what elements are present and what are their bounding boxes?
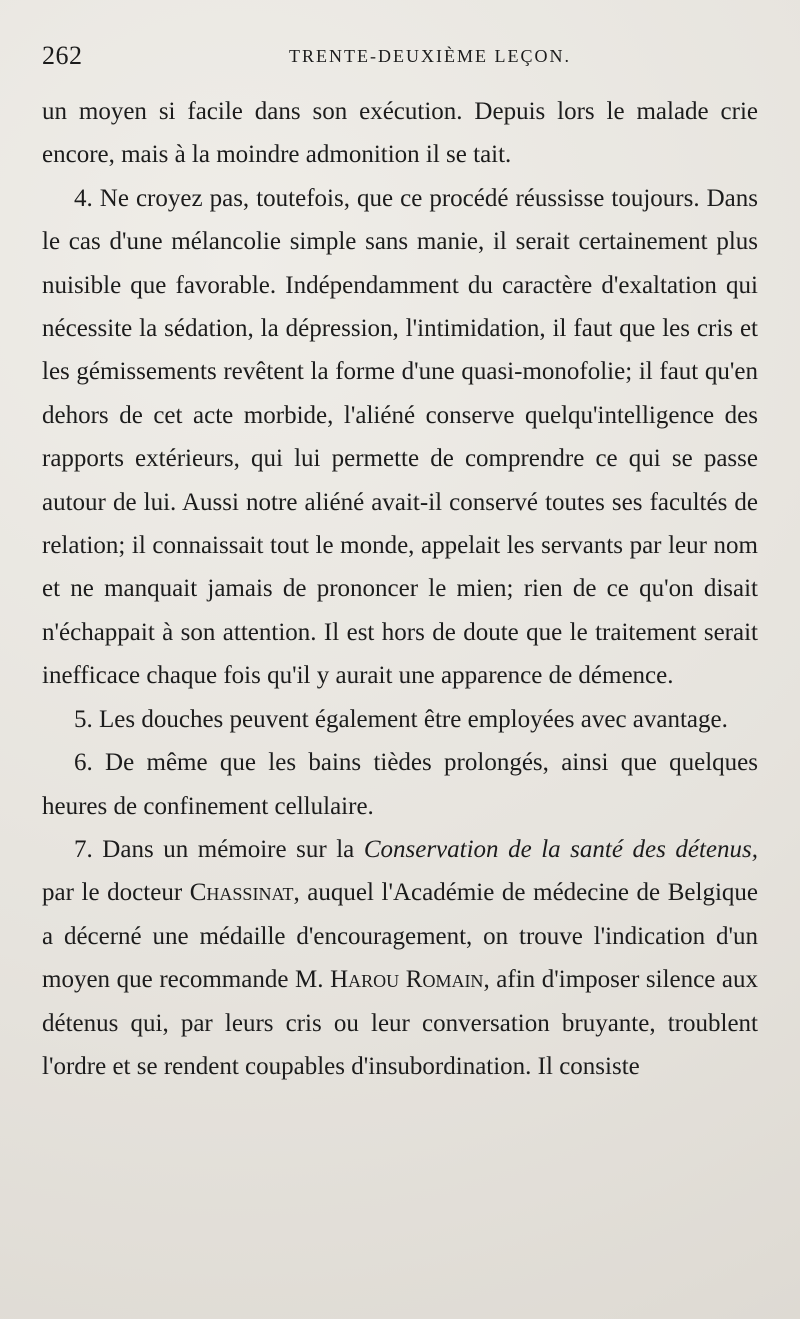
page-number: 262 xyxy=(42,41,83,70)
paragraph-5: 5. Les douches peuvent également être employées avec avantage. xyxy=(74,705,728,733)
running-title: TRENTE-DEUXIÈME LEÇON. xyxy=(289,46,571,66)
paragraph-continuation: un moyen si facile dans son exécution. Depuis lors le malade crie encore, mais à la moindre admonition il se tait. xyxy=(42,98,758,169)
paragraph-6: 6. De même que les bains tièdes prolongés, ainsi que quelques heures de confinement cellulaire. xyxy=(42,749,758,820)
paragraph-7-text-d: , afin d'imposer silence aux détenus qui, par leurs cris ou leur conversation bruyante, troublent l'ordre et se rendent coupables d'insubordination. Il consiste xyxy=(42,966,758,1080)
paragraph-7 xyxy=(42,828,758,1088)
author-chassinat: Chassinat xyxy=(189,879,294,907)
paragraph-4: 4. Ne croyez pas, toutefois, que ce procédé réussisse toujours. Dans le cas d'une mélancolie simple sans manie, il serait certainement plus nuisible que favorable. Indépendamment du caractère d'exaltation qui nécessite la sédation, la dépression, l'intimidation, il faut que les cris et les gémissements revêtent la forme d'une quasi-monofolie; il faut qu'en dehors de cet acte morbide, l'aliéné conserve quelqu'intelligence des rapports extérieurs, qui lui permette de comprendre ce qui se passe autour de lui. Aussi notre aliéné avait-il conservé toutes ses facultés de relation; il connaissait tout le monde, appelait les servants par leur nom et ne manquait jamais de prononcer le mien; rien de ce qu'on disait n'échappait à son attention. Il est hors de doute que le traitement serait inefficace chaque fois qu'il y aurait une apparence de démence. xyxy=(42,184,758,690)
author-harou-romain: Harou Romain xyxy=(330,966,484,994)
body-text xyxy=(42,90,758,1088)
paragraph-7-text-b: par le docteur xyxy=(42,879,190,907)
running-head xyxy=(42,36,758,76)
memoir-title: Conservation de la santé des détenus, xyxy=(363,835,758,863)
paragraph-7-text-c: , auquel l'Académie de médecine de Belgique a décerné une médaille d'encouragement, on trouve l'indication d'un moyen que recommande M. xyxy=(42,879,758,994)
paragraph-7-text-a: 7. Dans un mémoire sur la xyxy=(74,835,364,863)
